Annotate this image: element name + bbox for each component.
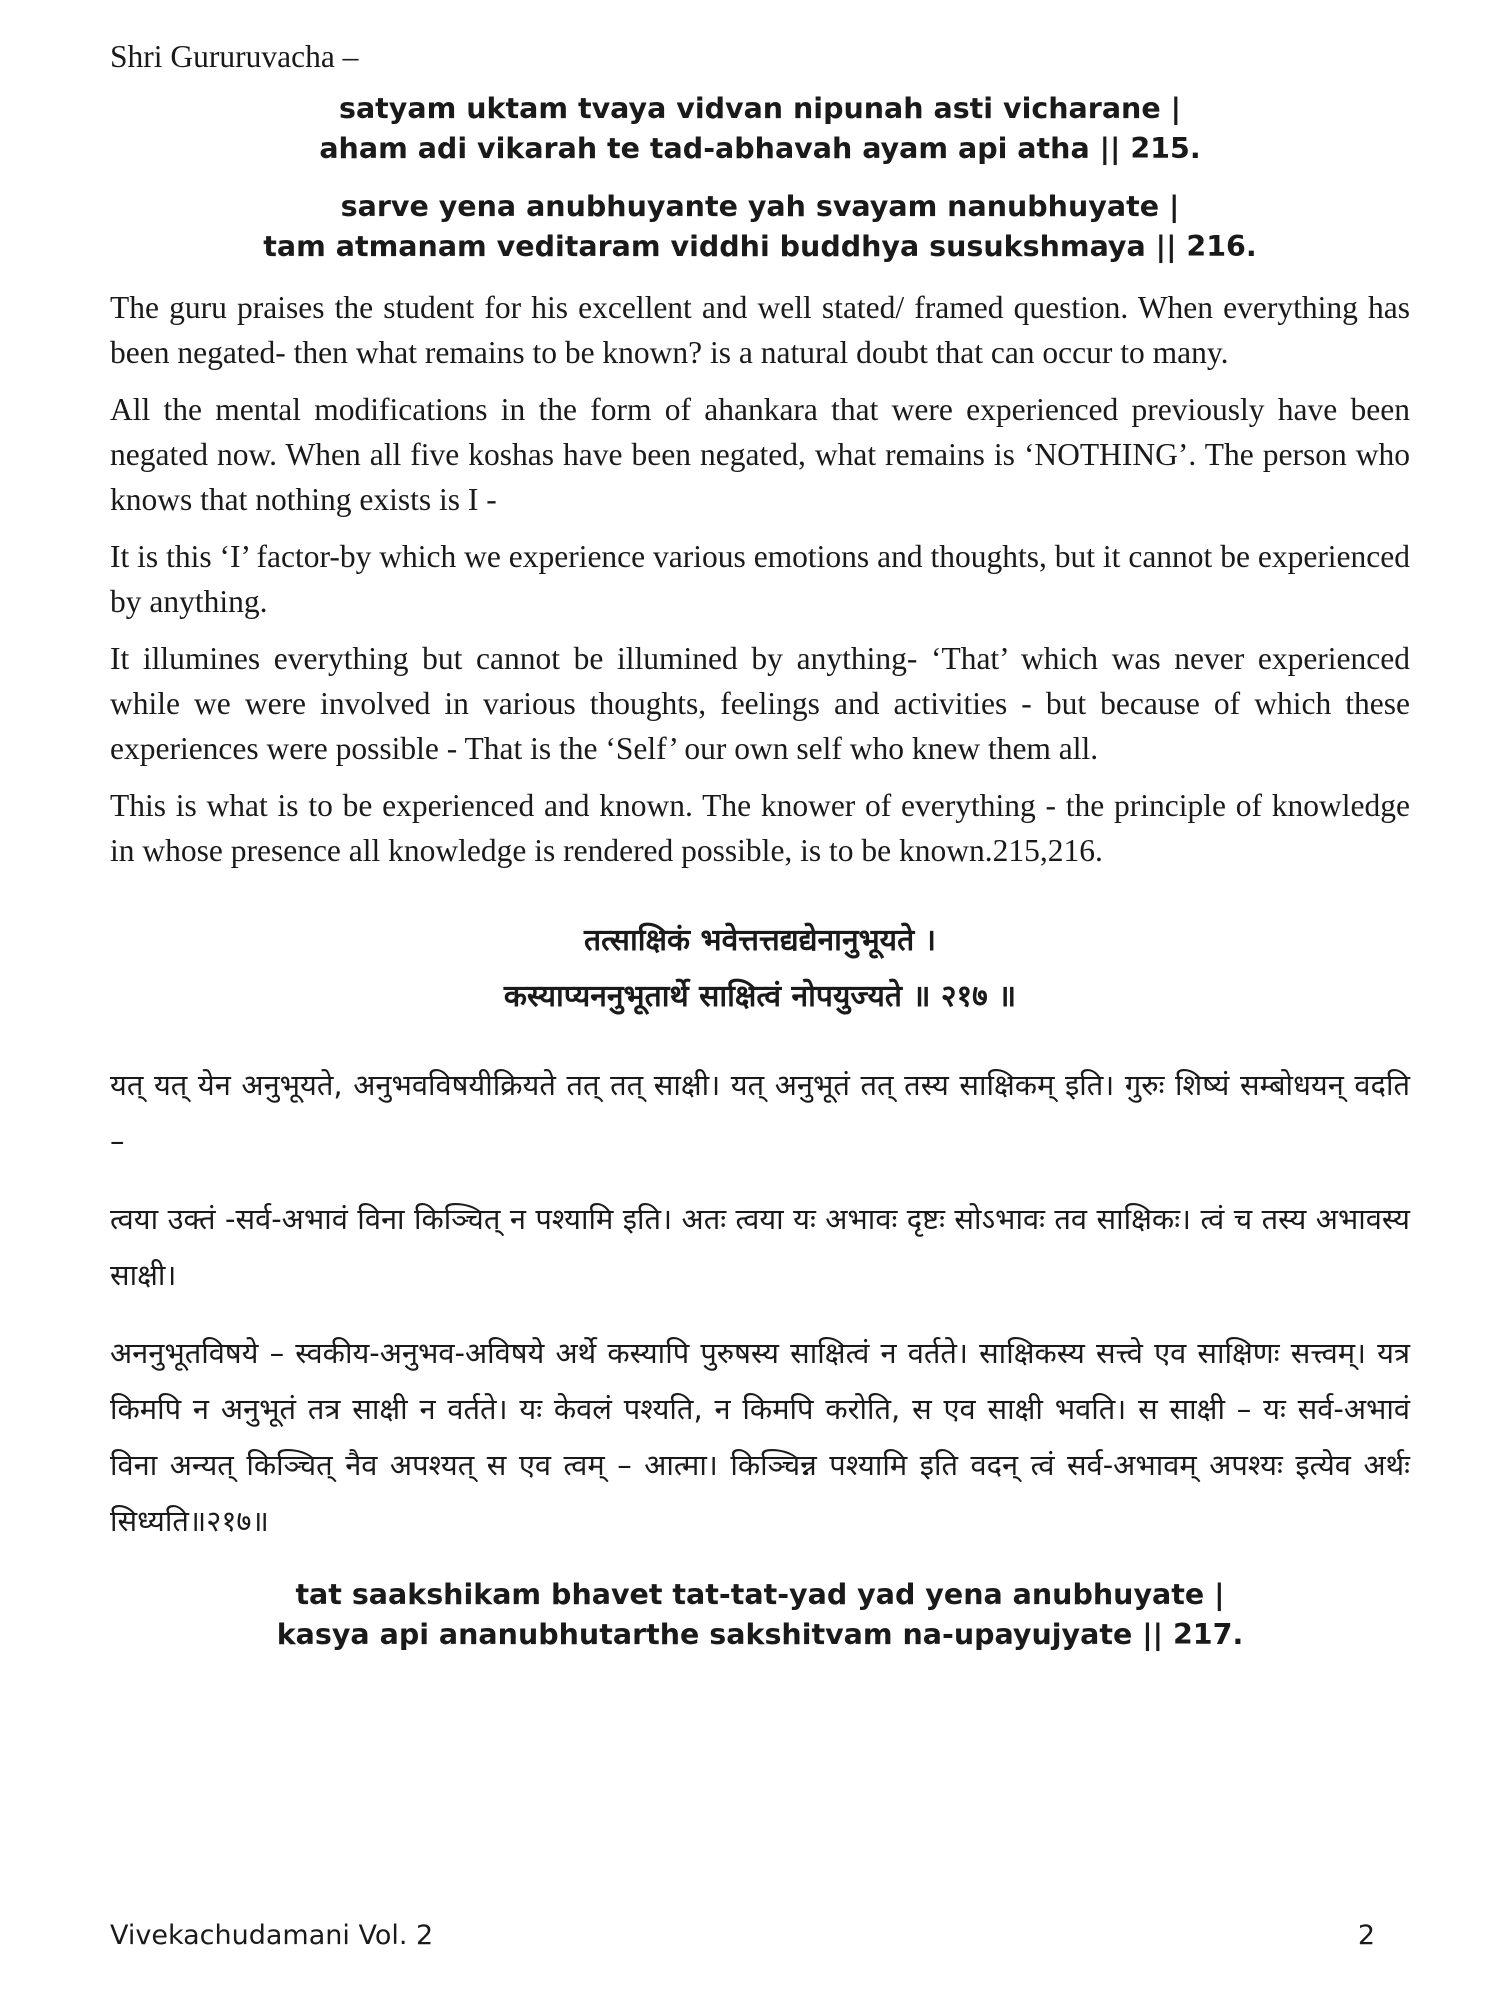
commentary-paragraph: It is this ‘I’ factor-by which we experience various emotions and thoughts, but it cannot be experienced by anything. <box>110 539 1410 619</box>
verse-216 <box>110 187 1410 267</box>
sanskrit-verse-line: तत्साक्षिकं भवेत्तत्तद्यद्येनानुभूयते । <box>584 923 936 958</box>
verse-217-transliteration <box>110 1575 1410 1655</box>
verse-line: sarve yena anubhuyante yah svayam nanubhuyate | <box>340 190 1180 223</box>
footer-book-title: Vivekachudamani Vol. 2 <box>110 1920 434 1951</box>
verse-line: satyam uktam tvaya vidvan nipunah asti vicharane | <box>338 92 1182 125</box>
verse-line: tam atmanam veditaram viddhi buddhya susukshmaya || 216. <box>263 230 1257 263</box>
sanskrit-commentary-paragraph: यत् यत् येन अनुभूयते, अनुभवविषयीक्रियते तत् तत् साक्षी। यत् अनुभूतं तत् तस्य साक्षिकम् इति। गुरुः शिष्यं सम्बोधयन् वदति – <box>110 1068 1410 1158</box>
verse-line: aham adi vikarah te tad-abhavah ayam api atha || 215. <box>319 132 1201 165</box>
sanskrit-commentary-paragraph: त्वया उक्तं -सर्व-अभावं विना किञ्चित् न पश्यामि इति। अतः त्वया यः अभावः दृष्टः सोऽभावः तव साक्षिकः। त्वं च तस्य अभावस्य साक्षी। <box>110 1202 1410 1292</box>
verse-line: tat saakshikam bhavet tat-tat-yad yad yena anubhuyate | <box>295 1578 1225 1611</box>
commentary-paragraph: It illumines everything but cannot be illumined by anything- ‘That’ which was never experienced while we were involved in various thoughts, feelings and activities - but because of which these experiences were possible - That is the ‘Self’ our own self who knew them all. <box>110 641 1410 766</box>
footer-page-number: 2 <box>1357 1920 1375 1951</box>
verse-line: kasya api ananubhutarthe sakshitvam na-upayujyate || 217. <box>276 1618 1244 1651</box>
commentary-paragraph: All the mental modifications in the form of ahankara that were experienced previously have been negated now. When all five koshas have been negated, what remains is ‘NOTHING’. The person who knows that nothing exists is I - <box>110 392 1410 517</box>
commentary-paragraph: This is what is to be experienced and known. The knower of everything - the principle of knowledge in whose presence all knowledge is rendered possible, is to be known.215,216. <box>110 788 1410 868</box>
verse-215 <box>110 89 1410 169</box>
sanskrit-commentary-paragraph: अननुभूतविषये – स्वकीय-अनुभव-अविषये अर्थे कस्यापि पुरुषस्य साक्षित्वं न वर्तते। साक्षिकस्य सत्त्वे एव साक्षिणः सत्त्वम्। यत्र किमपि न अनुभूतं तत्र साक्षी न वर्तते। यः केवलं पश्यति, न किमपि करोति, स एव साक्षी भवति। स साक्षी – यः सर्व-अभावं विना अन्यत् किञ्चित् नैव अपश्यत् स एव त्वम् – आत्मा। किञ्चिन्न पश्यामि इति वदन् त्वं सर्व-अभावम् अपश्यः इत्येव अर्थः सिध्यति॥२१७॥ <box>110 1336 1410 1538</box>
commentary-paragraph: The guru praises the student for his excellent and well stated/ framed question. When everything has been negated- then what remains to be known? is a natural doubt that can occur to many. <box>110 290 1410 370</box>
sanskrit-verse-217 <box>110 913 1410 1025</box>
sanskrit-verse-line: कस्याप्यननुभूतार्थे साक्षित्वं नोपयुज्यते ॥ २१७ ॥ <box>503 979 1017 1014</box>
section-heading: Shri Gururuvacha – <box>110 39 359 74</box>
page-content <box>110 34 1410 1673</box>
